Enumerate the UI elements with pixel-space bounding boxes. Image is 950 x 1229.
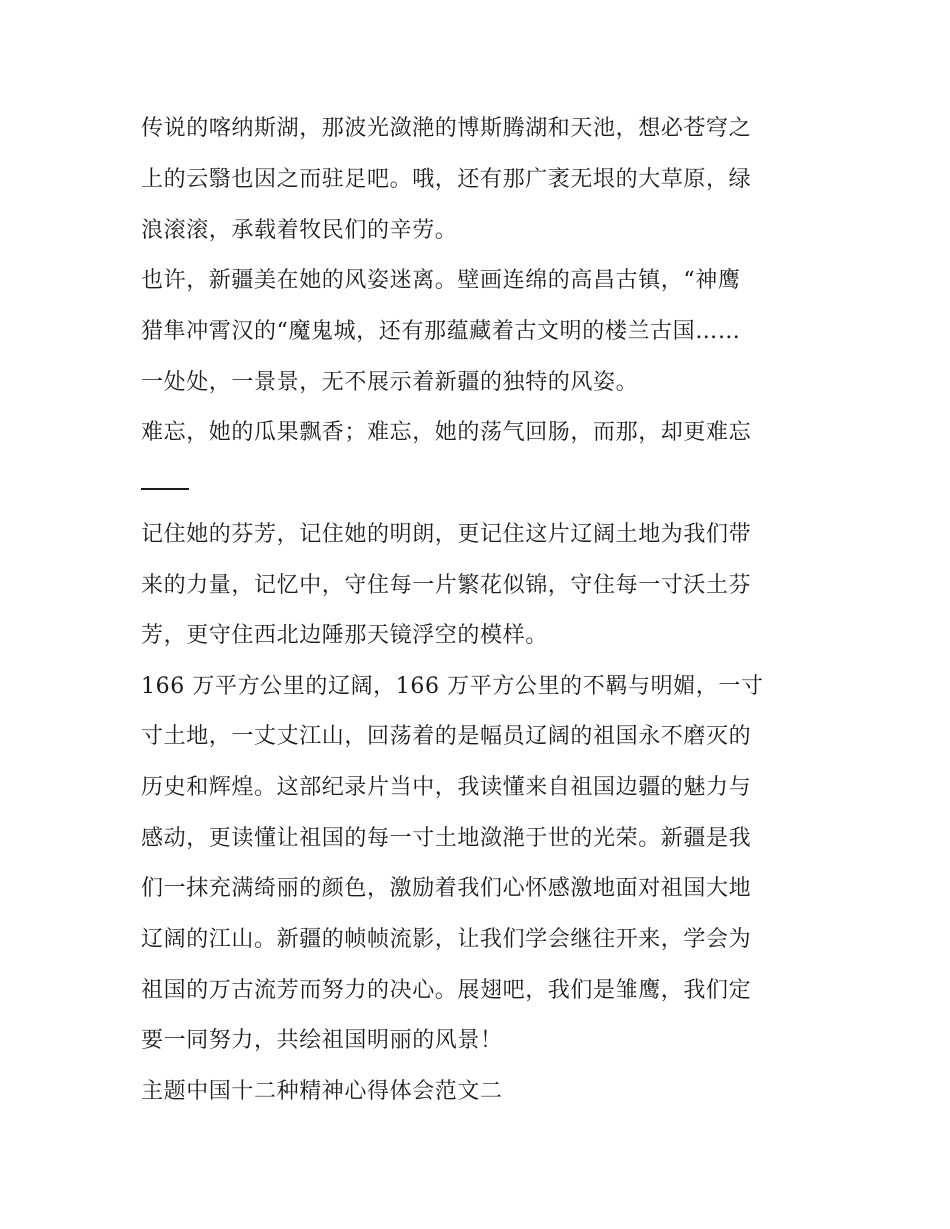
text-line: 寸土地，一丈丈江山，回荡着的是幅员辽阔的祖国永不磨灭的 [141, 724, 752, 749]
text-line: 来的力量，记忆中，守住每一片繁花似锦，守住每一寸沃土芬 [141, 573, 752, 598]
text-line: 也许，新疆美在她的风姿迷离。壁画连绵的高昌古镇，“神鹰 [141, 268, 741, 293]
text-line: 一处处，一景景，无不展示着新疆的独特的风姿。 [141, 370, 639, 395]
text-line: 记住她的芬芳，记住她的明朗，更记住这片辽阔土地为我们带 [141, 522, 752, 547]
text-line: 传说的喀纳斯湖，那波光潋滟的博斯腾湖和天池，想必苍穹之 [141, 116, 752, 141]
text-line: 感动，更读懂让祖国的每一寸土地潋滟于世的光荣。新疆是我 [141, 826, 752, 851]
text-line: 猎隼冲霄汉的“魔鬼城，还有那蕴藏着古文明的楼兰古国…… [141, 319, 741, 344]
text-line: 祖国的万古流芳而努力的决心。展翅吧，我们是雏鹰，我们定 [141, 978, 752, 1003]
text-line: 们一抹充满绮丽的颜色，激励着我们心怀感激地面对祖国大地 [141, 876, 752, 901]
section-heading: 主题中国十二种精神心得体会范文二 [141, 1079, 503, 1104]
text-line: 芳，更守住西北边陲那天镜浮空的模样。 [141, 623, 548, 648]
text-line: 辽阔的江山。新疆的帧帧流影，让我们学会继往开来，学会为 [141, 927, 752, 952]
text-line: 历史和辉煌。这部纪录片当中，我读懂来自祖国边疆的魅力与 [141, 775, 752, 800]
em-dash-line [141, 488, 189, 490]
text-line: 上的云翳也因之而驻足吧。哦，还有那广袤无垠的大草原，绿 [141, 167, 752, 192]
text-line: 难忘，她的瓜果飘香；难忘，她的荡气回肠，而那，却更难忘 [141, 420, 752, 445]
text-line: 要一同努力，共绘祖国明丽的风景！ [141, 1028, 503, 1053]
text-line: 浪滚滚，承载着牧民们的辛劳。 [141, 218, 458, 243]
text-line: 166 万平方公里的辽阔，166 万平方公里的不羁与明媚，一寸 [141, 674, 764, 699]
